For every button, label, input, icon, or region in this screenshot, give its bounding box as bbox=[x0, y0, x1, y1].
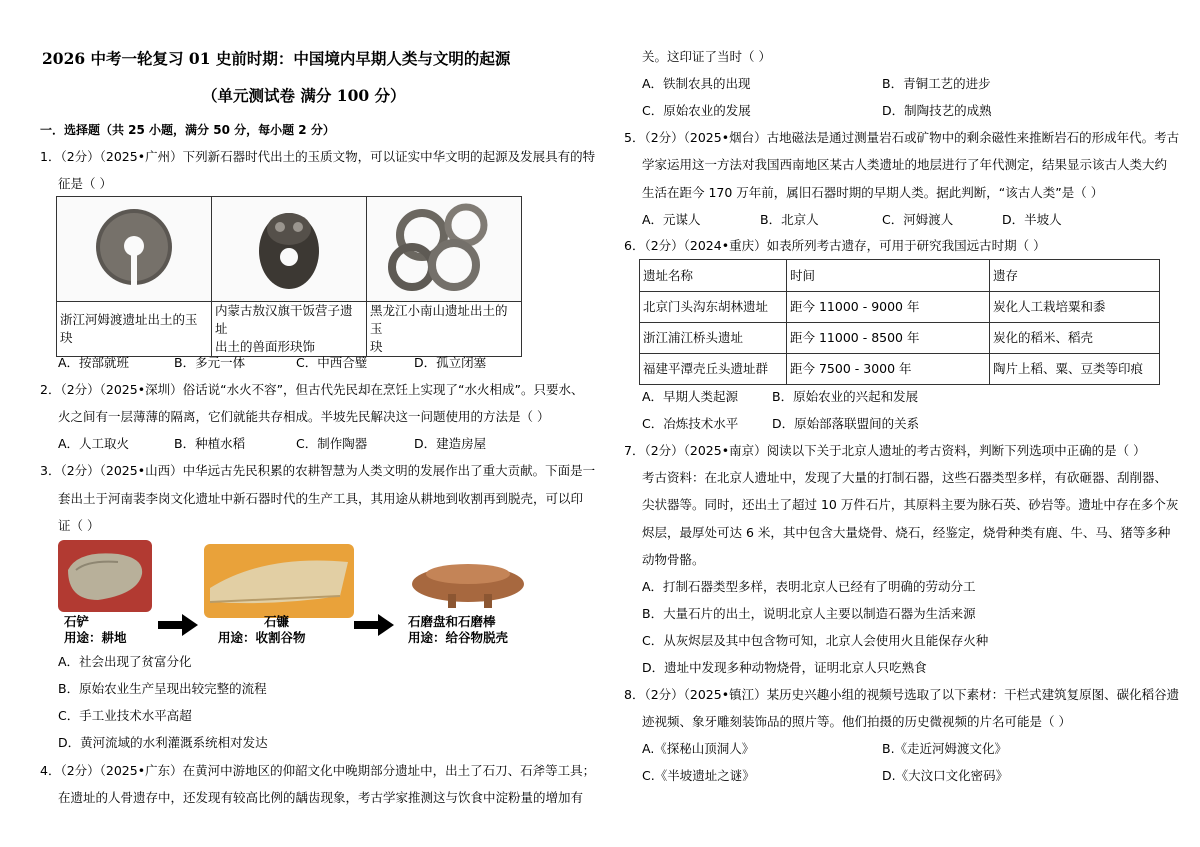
q1-option-a[interactable]: A．按部就班 bbox=[58, 355, 130, 370]
q3-tools-figure bbox=[58, 540, 558, 650]
q2-option-b[interactable]: B．种植水稻 bbox=[174, 436, 246, 451]
q2-option-a[interactable]: A．人工取火 bbox=[58, 436, 130, 451]
q1-photo-cell-3 bbox=[367, 197, 522, 302]
q8-option-b[interactable]: B.《走近河姆渡文化》 bbox=[882, 741, 1008, 756]
table-row bbox=[640, 354, 1160, 385]
q6-option-c[interactable]: C．冶炼技术水平 bbox=[642, 416, 739, 431]
q4-option-c[interactable]: C．原始农业的发展 bbox=[642, 103, 751, 118]
q7-stem: 7．（2分）（2025•南京）阅读以下关于北京人遗址的考古资料，判断下列选项中正确的是（ ） bbox=[624, 443, 1146, 458]
q3-option-d[interactable]: D．黄河流域的水利灌溉系统相对发达 bbox=[58, 735, 268, 750]
q2-stem-line1: 2．（2分）（2025•深圳）俗话说“水火不容”，但古代先民却在烹饪上实现了“水火相成”。只要水、 bbox=[40, 382, 584, 397]
q1-stem-line1: 1．（2分）（2025•广州）下列新石器时代出土的玉质文物，可以证实中华文明的起源及发展具有的特 bbox=[40, 149, 596, 164]
q1-stem-line2: 征是（ ） bbox=[58, 176, 112, 191]
q7-option-b[interactable]: B．大量石片的出土，说明北京人主要以制造石器为生活来源 bbox=[642, 606, 976, 621]
tool-2-name: 石镰 bbox=[264, 614, 290, 629]
q8-option-a[interactable]: A.《探秘山顶洞人》 bbox=[642, 741, 755, 756]
q1-photo-cell-1 bbox=[57, 197, 212, 302]
q3-option-a[interactable]: A．社会出现了贫富分化 bbox=[58, 654, 192, 669]
q3-option-c[interactable]: C．手工业技术水平高超 bbox=[58, 708, 192, 723]
q5-option-a[interactable]: A．元谋人 bbox=[642, 212, 701, 227]
stone-sickle-photo bbox=[204, 544, 354, 618]
table-cell: 北京门头沟东胡林遗址 bbox=[640, 292, 787, 323]
q5-stem-line1: 5．（2分）（2025•烟台）古地磁法是通过测量岩石或矿物中的剩余磁性来推断岩石的形成年代。考古 bbox=[624, 130, 1180, 145]
q3-stem-line3: 证（ ） bbox=[58, 518, 100, 533]
q4-option-b[interactable]: B．青铜工艺的进步 bbox=[882, 76, 991, 91]
table-cell: 距今 7500 - 3000 年 bbox=[787, 354, 990, 385]
q1-image-table bbox=[56, 196, 522, 357]
page-title: 2026 中考一轮复习 01 史前时期：中国境内早期人类与文明的起源 bbox=[42, 49, 511, 68]
q7-option-a[interactable]: A．打制石器类型多样，表明北京人已经有了明确的劳动分工 bbox=[642, 579, 976, 594]
q4-option-d[interactable]: D．制陶技艺的成熟 bbox=[882, 103, 992, 118]
q5-option-c[interactable]: C．河姆渡人 bbox=[882, 212, 954, 227]
q3-stem-line1: 3．（2分）（2025•山西）中华远古先民积累的农耕智慧为人类文明的发展作出了重大贡献。下面是一 bbox=[40, 463, 596, 478]
q6-option-b[interactable]: B．原始农业的兴起和发展 bbox=[772, 389, 919, 404]
q7-material-line1: 考古资料：在北京人遗址中，发现了大量的打制石器，这些石器类型多样，有砍砸器、刮削器、 bbox=[642, 470, 1168, 485]
tool-1-use: 用途：耕地 bbox=[64, 630, 127, 645]
q8-option-d[interactable]: D.《大汶口文化密码》 bbox=[882, 768, 1009, 783]
q1-option-b[interactable]: B．多元一体 bbox=[174, 355, 246, 370]
q6-table bbox=[639, 259, 1160, 385]
table-cell: 炭化人工栽培粟和黍 bbox=[990, 292, 1160, 323]
jade-rings-photo bbox=[384, 199, 504, 295]
q7-material-line2: 尖状器等。同时，还出土了超过 10 万件石片，其原料主要为脉石英、砂岩等。遗址中存在多个灰 bbox=[642, 497, 1179, 512]
table-row bbox=[640, 323, 1160, 354]
q5-option-b[interactable]: B．北京人 bbox=[760, 212, 819, 227]
table-cell: 炭化的稻米、稻壳 bbox=[990, 323, 1160, 354]
tool-3-name: 石磨盘和石磨棒 bbox=[408, 614, 496, 629]
q2-option-d[interactable]: D．建造房屋 bbox=[414, 436, 487, 451]
q1-caption-2: 内蒙古敖汉旗干饭营子遗址 出土的兽面形玦饰 bbox=[212, 302, 367, 357]
section-heading: 一．选择题（共 25 小题，满分 50 分，每小题 2 分） bbox=[40, 123, 335, 137]
q8-option-c[interactable]: C.《半坡遗址之谜》 bbox=[642, 768, 755, 783]
tool-3-use: 用途：给谷物脱壳 bbox=[408, 630, 509, 645]
q6-option-d[interactable]: D．原始部落联盟间的关系 bbox=[772, 416, 920, 431]
q6-header-remains: 遗存 bbox=[990, 260, 1160, 292]
q2-stem-line2: 火之间有一层薄薄的隔离，它们就能共存相成。半坡先民解决这一问题使用的方法是（ ） bbox=[58, 409, 550, 424]
tool-1-name: 石铲 bbox=[64, 614, 90, 629]
q6-header-site: 遗址名称 bbox=[640, 260, 787, 292]
q1-caption-1: 浙江河姆渡遗址出土的玉玦 bbox=[57, 302, 212, 357]
q8-stem-line1: 8．（2分）（2025•镇江）某历史兴趣小组的视频号选取了以下素材：干栏式建筑复原图、碳化稻谷遗 bbox=[624, 687, 1180, 702]
q4-stem-line1: 4．（2分）（2025•广东）在黄河中游地区的仰韶文化中晚期部分遗址中，出土了石刀、石斧等工具； bbox=[40, 763, 596, 778]
table-cell: 距今 11000 - 8500 年 bbox=[787, 323, 990, 354]
q1-caption-3: 黑龙江小南山遗址出土的玉 玦 bbox=[367, 302, 522, 357]
stone-shovel-photo bbox=[58, 540, 152, 612]
q4-stem-line2: 在遗址的人骨遗存中，还发现有较高比例的龋齿现象，考古学家推测这与饮食中淀粉量的增加有 bbox=[58, 790, 584, 805]
q3-option-b[interactable]: B．原始农业生产呈现出较完整的流程 bbox=[58, 681, 267, 696]
tool-2-use: 用途：收割谷物 bbox=[218, 630, 306, 645]
q6-option-a[interactable]: A．早期人类起源 bbox=[642, 389, 739, 404]
table-cell: 浙江浦江桥头遗址 bbox=[640, 323, 787, 354]
q1-option-c[interactable]: C．中西合璧 bbox=[296, 355, 368, 370]
beast-face-ornament-photo bbox=[254, 199, 324, 295]
table-cell: 距今 11000 - 9000 年 bbox=[787, 292, 990, 323]
q2-option-c[interactable]: C．制作陶器 bbox=[296, 436, 368, 451]
q5-option-d[interactable]: D．半坡人 bbox=[1002, 212, 1062, 227]
q1-photo-cell-2 bbox=[212, 197, 367, 302]
q7-material-line4: 动物骨骼。 bbox=[642, 552, 705, 567]
grinding-stone-photo bbox=[408, 544, 528, 616]
table-cell: 福建平潭壳丘头遗址群 bbox=[640, 354, 787, 385]
q8-stem-line2: 迹视频、象牙雕刻装饰品的照片等。他们拍摄的历史微视频的片名可能是（ ） bbox=[642, 714, 1071, 729]
q7-material-line3: 烬层，最厚处可达 6 米，其中包含大量烧骨、烧石，经鉴定，烧骨种类有鹿、牛、马、猪等多种 bbox=[642, 525, 1171, 540]
q6-header-time: 时间 bbox=[787, 260, 990, 292]
q4-stem-line3: 关。这印证了当时（ ） bbox=[642, 49, 771, 64]
q5-stem-line3: 生活在距今 170 万年前，属旧石器时期的早期人类。据此判断，“该古人类”是（ ） bbox=[642, 185, 1104, 200]
q7-option-c[interactable]: C．从灰烬层及其中包含物可知，北京人会使用火且能保存火种 bbox=[642, 633, 989, 648]
q4-option-a[interactable]: A．铁制农具的出现 bbox=[642, 76, 751, 91]
arrow-right-icon bbox=[354, 614, 394, 636]
arrow-right-icon bbox=[158, 614, 198, 636]
q5-stem-line2: 学家运用这一方法对我国西南地区某古人类遗址的地层进行了年代测定，结果显示该古人类大约 bbox=[642, 157, 1168, 172]
table-row bbox=[640, 292, 1160, 323]
q3-stem-line2: 套出土于河南裴李岗文化遗址中新石器时代的生产工具，其用途从耕地到收割再到脱壳，可以印 bbox=[58, 491, 584, 506]
q7-option-d[interactable]: D．遗址中发现多种动物烧骨，证明北京人只吃熟食 bbox=[642, 660, 927, 675]
table-cell: 陶片上稻、粟、豆类等印痕 bbox=[990, 354, 1160, 385]
q1-option-d[interactable]: D．孤立闭塞 bbox=[414, 355, 487, 370]
jade-jue-photo bbox=[89, 202, 179, 292]
page-subtitle: （单元测试卷 满分 100 分） bbox=[202, 86, 406, 105]
q6-stem: 6．（2分）（2024•重庆）如表所列考古遗存，可用于研究我国远古时期（ ） bbox=[624, 238, 1046, 253]
q6-table-header bbox=[640, 260, 1160, 292]
